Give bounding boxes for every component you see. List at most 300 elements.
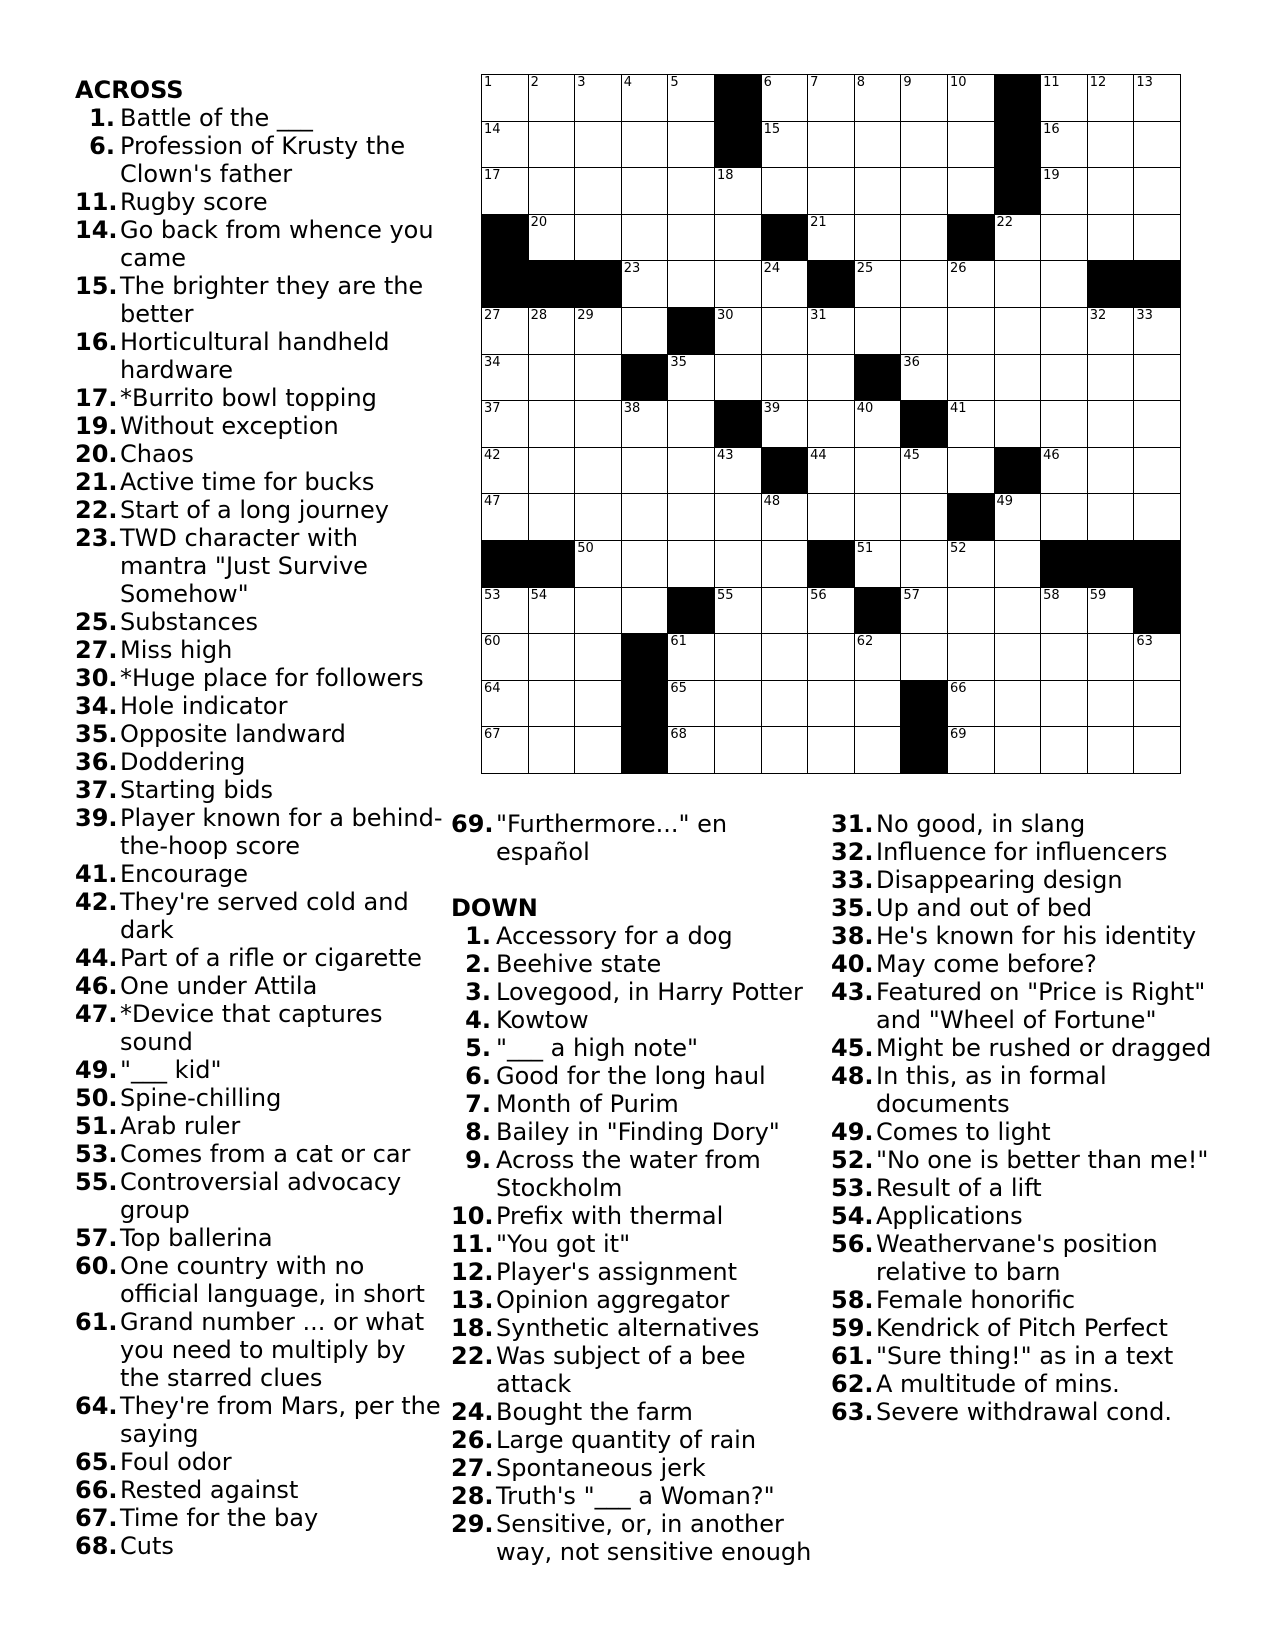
clue-number: 47. xyxy=(75,1000,118,1028)
grid-cell[interactable] xyxy=(1087,307,1134,354)
grid-cell[interactable] xyxy=(761,354,808,401)
clue-item xyxy=(75,608,447,636)
grid-cell[interactable] xyxy=(854,634,901,681)
cell-number: 59 xyxy=(1089,587,1107,603)
grid-cell[interactable] xyxy=(528,587,575,634)
clue-number: 65. xyxy=(75,1448,118,1476)
grid-cell[interactable] xyxy=(575,727,622,774)
grid-black-square xyxy=(714,401,761,448)
grid-cell[interactable] xyxy=(808,727,855,774)
clue-item xyxy=(831,950,1231,978)
grid-cell[interactable] xyxy=(528,680,575,727)
grid-cell[interactable] xyxy=(1087,121,1134,168)
grid-cell[interactable] xyxy=(482,680,529,727)
grid-black-square xyxy=(575,261,622,308)
grid-cell[interactable] xyxy=(482,634,529,681)
clue-item xyxy=(831,1146,1231,1174)
grid-cell[interactable] xyxy=(575,214,622,261)
grid-cell[interactable] xyxy=(482,401,529,448)
clue-number: 64. xyxy=(75,1392,118,1420)
grid-cell[interactable] xyxy=(528,307,575,354)
grid-cell[interactable] xyxy=(1041,727,1088,774)
grid-cell[interactable] xyxy=(1087,401,1134,448)
grid-cell[interactable] xyxy=(808,168,855,215)
grid-cell[interactable] xyxy=(575,75,622,122)
clue-text: Miss high xyxy=(120,636,233,664)
clue-text: Top ballerina xyxy=(120,1224,273,1252)
grid-cell[interactable] xyxy=(1134,447,1181,494)
grid-cell[interactable] xyxy=(1041,354,1088,401)
grid-cell[interactable] xyxy=(575,121,622,168)
grid-cell[interactable] xyxy=(1134,75,1181,122)
grid-cell[interactable] xyxy=(714,540,761,587)
grid-cell[interactable] xyxy=(482,587,529,634)
cell-number: 65 xyxy=(670,680,687,696)
clue-text: Horticultural handheld hardware xyxy=(120,328,390,384)
clue-item xyxy=(451,1006,821,1034)
grid-cell[interactable] xyxy=(994,727,1041,774)
grid-cell[interactable] xyxy=(482,75,529,122)
grid-cell[interactable] xyxy=(575,680,622,727)
grid-cell[interactable] xyxy=(994,540,1041,587)
grid-cell[interactable] xyxy=(901,121,948,168)
clue-text: Applications xyxy=(876,1202,1023,1230)
clue-item xyxy=(831,1286,1231,1314)
cell-number: 30 xyxy=(716,307,734,323)
clue-item xyxy=(831,1230,1231,1286)
grid-cell[interactable] xyxy=(947,634,994,681)
grid-cell[interactable] xyxy=(714,494,761,541)
grid-cell[interactable] xyxy=(621,307,668,354)
grid-cell[interactable] xyxy=(1134,494,1181,541)
grid-cell[interactable] xyxy=(1087,214,1134,261)
grid-black-square xyxy=(621,634,668,681)
grid-row xyxy=(482,447,1181,494)
grid-cell[interactable] xyxy=(994,587,1041,634)
grid-cell[interactable] xyxy=(854,307,901,354)
grid-cell[interactable] xyxy=(761,587,808,634)
clue-number: 66. xyxy=(75,1476,118,1504)
grid-cell[interactable] xyxy=(994,354,1041,401)
grid-cell[interactable] xyxy=(714,727,761,774)
grid-cell[interactable] xyxy=(621,401,668,448)
clue-item xyxy=(451,1258,821,1286)
grid-cell[interactable] xyxy=(761,634,808,681)
clue-text: Time for the bay xyxy=(120,1504,319,1532)
grid-cell[interactable] xyxy=(668,447,715,494)
grid-cell[interactable] xyxy=(947,168,994,215)
clue-text: In this, as in formal documents xyxy=(876,1062,1107,1118)
grid-cell[interactable] xyxy=(714,354,761,401)
grid-cell[interactable] xyxy=(1041,494,1088,541)
grid-cell[interactable] xyxy=(947,680,994,727)
grid-black-square xyxy=(947,494,994,541)
grid-cell[interactable] xyxy=(901,214,948,261)
grid-cell[interactable] xyxy=(808,307,855,354)
grid-cell[interactable] xyxy=(668,121,715,168)
grid-cell[interactable] xyxy=(668,680,715,727)
clue-text: Spontaneous jerk xyxy=(496,1454,706,1482)
grid-cell[interactable] xyxy=(1134,168,1181,215)
grid-cell[interactable] xyxy=(668,261,715,308)
grid-cell[interactable] xyxy=(854,540,901,587)
cell-number: 16 xyxy=(1043,121,1060,137)
clue-number: 53. xyxy=(831,1174,874,1202)
grid-cell[interactable] xyxy=(668,727,715,774)
clue-item xyxy=(75,272,447,328)
grid-cell[interactable] xyxy=(761,168,808,215)
grid-cell[interactable] xyxy=(854,121,901,168)
grid-cell[interactable] xyxy=(528,727,575,774)
grid-cell[interactable] xyxy=(668,494,715,541)
grid-cell[interactable] xyxy=(575,634,622,681)
cell-number: 68 xyxy=(670,727,687,743)
clue-text: Was subject of a bee attack xyxy=(496,1342,746,1398)
clue-item xyxy=(75,1392,447,1448)
grid-cell[interactable] xyxy=(621,168,668,215)
clue-text: Across the water from Stockholm xyxy=(496,1146,761,1202)
grid-cell[interactable] xyxy=(1087,447,1134,494)
grid-cell[interactable] xyxy=(901,354,948,401)
cell-number: 52 xyxy=(949,540,967,556)
clue-item xyxy=(451,978,821,1006)
grid-cell[interactable] xyxy=(714,214,761,261)
grid-cell[interactable] xyxy=(482,168,529,215)
grid-cell[interactable] xyxy=(808,634,855,681)
clue-number: 33. xyxy=(831,866,874,894)
cell-number: 40 xyxy=(856,401,874,417)
clue-item xyxy=(451,1090,821,1118)
grid-cell[interactable] xyxy=(528,354,575,401)
clue-number: 12. xyxy=(451,1258,494,1286)
grid-cell[interactable] xyxy=(1134,307,1181,354)
clue-text: Rested against xyxy=(120,1476,299,1504)
grid-cell[interactable] xyxy=(947,354,994,401)
clue-item xyxy=(831,1314,1231,1342)
grid-cell[interactable] xyxy=(1134,727,1181,774)
grid-cell[interactable] xyxy=(482,447,529,494)
grid-cell[interactable] xyxy=(1087,75,1134,122)
grid-cell[interactable] xyxy=(994,680,1041,727)
grid-row xyxy=(482,680,1181,727)
grid-cell[interactable] xyxy=(901,307,948,354)
clue-text: Month of Purim xyxy=(496,1090,679,1118)
clue-text: Severe withdrawal cond. xyxy=(876,1398,1173,1426)
grid-cell[interactable] xyxy=(808,680,855,727)
grid-cell[interactable] xyxy=(808,401,855,448)
grid-cell[interactable] xyxy=(482,727,529,774)
clue-number: 68. xyxy=(75,1532,118,1560)
cell-number: 26 xyxy=(949,261,967,277)
clue-text: One under Attila xyxy=(120,972,318,1000)
grid-cell[interactable] xyxy=(901,447,948,494)
grid-cell[interactable] xyxy=(621,121,668,168)
clue-item xyxy=(451,1118,821,1146)
grid-black-square xyxy=(1087,540,1134,587)
grid-cell[interactable] xyxy=(621,261,668,308)
clue-number: 1. xyxy=(89,104,115,132)
grid-cell[interactable] xyxy=(1087,727,1134,774)
grid-cell[interactable] xyxy=(528,121,575,168)
grid-cell[interactable] xyxy=(528,214,575,261)
grid-cell[interactable] xyxy=(761,121,808,168)
grid-cell[interactable] xyxy=(575,401,622,448)
cell-number: 18 xyxy=(716,168,734,184)
cell-number: 58 xyxy=(1043,587,1060,603)
grid-cell[interactable] xyxy=(1041,75,1088,122)
grid-black-square xyxy=(761,214,808,261)
clue-number: 18. xyxy=(451,1314,494,1342)
grid-cell[interactable] xyxy=(1041,634,1088,681)
clue-number: 45. xyxy=(831,1034,874,1062)
grid-cell[interactable] xyxy=(714,680,761,727)
grid-cell[interactable] xyxy=(482,494,529,541)
grid-cell[interactable] xyxy=(528,494,575,541)
grid-cell[interactable] xyxy=(668,168,715,215)
clue-text: Player's assignment xyxy=(496,1258,738,1286)
clue-text: Grand number ... or what you need to multiply by the starred clues xyxy=(120,1308,425,1392)
grid-cell[interactable] xyxy=(761,307,808,354)
grid-cell[interactable] xyxy=(854,401,901,448)
across-heading: ACROSS xyxy=(75,76,184,104)
grid-cell[interactable] xyxy=(621,587,668,634)
grid-black-square xyxy=(528,540,575,587)
grid-cell[interactable] xyxy=(808,447,855,494)
grid-cell[interactable] xyxy=(901,540,948,587)
grid-cell[interactable] xyxy=(714,447,761,494)
grid-cell[interactable] xyxy=(808,214,855,261)
clue-number: 7. xyxy=(465,1090,491,1118)
grid-cell[interactable] xyxy=(714,587,761,634)
grid-black-square xyxy=(808,540,855,587)
grid-cell[interactable] xyxy=(668,401,715,448)
cell-number: 43 xyxy=(716,447,734,463)
clue-text: "Furthermore..." en español xyxy=(496,810,728,866)
clue-text: "No one is better than me!" xyxy=(876,1146,1209,1174)
grid-cell[interactable] xyxy=(947,261,994,308)
grid-cell[interactable] xyxy=(668,634,715,681)
grid-cell[interactable] xyxy=(621,447,668,494)
clue-item xyxy=(75,972,447,1000)
grid-cell[interactable] xyxy=(1134,214,1181,261)
grid-black-square xyxy=(901,401,948,448)
clue-item xyxy=(75,384,447,412)
grid-cell[interactable] xyxy=(901,634,948,681)
clue-number: 16. xyxy=(75,328,118,356)
grid-cell[interactable] xyxy=(575,168,622,215)
grid-cell[interactable] xyxy=(528,401,575,448)
clue-item xyxy=(831,1034,1231,1062)
grid-cell[interactable] xyxy=(482,354,529,401)
grid-cell[interactable] xyxy=(621,214,668,261)
grid-cell[interactable] xyxy=(854,494,901,541)
grid-cell[interactable] xyxy=(1087,680,1134,727)
clue-item xyxy=(451,1230,821,1258)
clue-text: Disappearing design xyxy=(876,866,1123,894)
clue-text: Doddering xyxy=(120,748,246,776)
grid-cell[interactable] xyxy=(621,540,668,587)
cell-number: 69 xyxy=(949,727,967,743)
clue-text: Bailey in "Finding Dory" xyxy=(496,1118,780,1146)
grid-cell[interactable] xyxy=(1041,307,1088,354)
grid-cell[interactable] xyxy=(854,261,901,308)
grid-cell[interactable] xyxy=(901,75,948,122)
clue-text: Profession of Krusty the Clown's father xyxy=(120,132,406,188)
clue-item xyxy=(831,810,1231,838)
grid-cell[interactable] xyxy=(714,634,761,681)
clue-number: 11. xyxy=(451,1230,494,1258)
grid-cell[interactable] xyxy=(575,587,622,634)
grid-cell[interactable] xyxy=(668,354,715,401)
grid-cell[interactable] xyxy=(714,261,761,308)
grid-cell[interactable] xyxy=(761,494,808,541)
grid-cell[interactable] xyxy=(1134,680,1181,727)
grid-cell[interactable] xyxy=(901,261,948,308)
clue-number: 34. xyxy=(75,692,118,720)
grid-cell[interactable] xyxy=(947,540,994,587)
grid-cell[interactable] xyxy=(1087,494,1134,541)
cell-number: 8 xyxy=(856,75,866,90)
grid-black-square xyxy=(994,168,1041,215)
grid-cell[interactable] xyxy=(1134,121,1181,168)
grid-cell[interactable] xyxy=(528,75,575,122)
grid-cell[interactable] xyxy=(761,261,808,308)
grid-cell[interactable] xyxy=(994,261,1041,308)
cell-number: 14 xyxy=(484,121,501,137)
grid-cell[interactable] xyxy=(1041,168,1088,215)
grid-cell[interactable] xyxy=(808,75,855,122)
clue-number: 53. xyxy=(75,1140,118,1168)
grid-cell[interactable] xyxy=(901,168,948,215)
clue-text: A multitude of mins. xyxy=(876,1370,1120,1398)
grid-cell[interactable] xyxy=(994,634,1041,681)
grid-cell[interactable] xyxy=(854,168,901,215)
clue-number: 52. xyxy=(831,1146,874,1174)
clue-number: 49. xyxy=(831,1118,874,1146)
clue-item xyxy=(75,776,447,804)
grid-cell[interactable] xyxy=(1041,261,1088,308)
grid-cell[interactable] xyxy=(528,634,575,681)
grid-cell[interactable] xyxy=(1041,447,1088,494)
clue-item xyxy=(75,1308,447,1392)
clue-text: "___ kid" xyxy=(120,1056,222,1084)
grid-cell[interactable] xyxy=(901,494,948,541)
grid-cell[interactable] xyxy=(947,727,994,774)
clue-number: 2. xyxy=(465,950,491,978)
clue-number: 46. xyxy=(75,972,118,1000)
grid-cell[interactable] xyxy=(575,307,622,354)
clue-item xyxy=(75,328,447,384)
clue-number: 41. xyxy=(75,860,118,888)
clue-text: Might be rushed or dragged xyxy=(876,1034,1212,1062)
grid-cell[interactable] xyxy=(1087,587,1134,634)
grid-cell[interactable] xyxy=(808,494,855,541)
grid-cell[interactable] xyxy=(947,307,994,354)
cell-number: 5 xyxy=(670,75,679,90)
cell-number: 7 xyxy=(810,75,819,90)
grid-cell[interactable] xyxy=(761,401,808,448)
cell-number: 24 xyxy=(763,261,781,277)
cell-number: 28 xyxy=(530,307,548,323)
grid-cell[interactable] xyxy=(947,401,994,448)
clue-number: 8. xyxy=(465,1118,491,1146)
grid-cell[interactable] xyxy=(854,214,901,261)
grid-cell[interactable] xyxy=(714,307,761,354)
grid-cell[interactable] xyxy=(761,680,808,727)
clue-text: Truth's "___ a Woman?" xyxy=(496,1482,775,1510)
cell-number: 51 xyxy=(856,540,874,556)
grid-cell[interactable] xyxy=(808,354,855,401)
grid-cell[interactable] xyxy=(1041,401,1088,448)
grid-cell[interactable] xyxy=(947,587,994,634)
grid-cell[interactable] xyxy=(668,540,715,587)
grid-cell[interactable] xyxy=(714,168,761,215)
grid-cell[interactable] xyxy=(947,121,994,168)
grid-cell[interactable] xyxy=(1134,401,1181,448)
grid-cell[interactable] xyxy=(901,587,948,634)
cell-number: 62 xyxy=(856,634,874,650)
clue-number: 4. xyxy=(465,1006,491,1034)
grid-cell[interactable] xyxy=(1134,354,1181,401)
grid-cell[interactable] xyxy=(1041,587,1088,634)
grid-cell[interactable] xyxy=(621,75,668,122)
grid-cell[interactable] xyxy=(994,401,1041,448)
grid-cell[interactable] xyxy=(854,680,901,727)
grid-cell[interactable] xyxy=(1087,354,1134,401)
clue-item xyxy=(831,838,1231,866)
grid-cell[interactable] xyxy=(668,75,715,122)
grid-cell[interactable] xyxy=(761,75,808,122)
grid-cell[interactable] xyxy=(808,587,855,634)
clue-item xyxy=(75,1000,447,1056)
grid-cell[interactable] xyxy=(808,121,855,168)
clue-text: Lovegood, in Harry Potter xyxy=(496,978,803,1006)
grid-cell[interactable] xyxy=(575,447,622,494)
clue-number: 35. xyxy=(831,894,874,922)
grid-cell[interactable] xyxy=(854,727,901,774)
clue-number: 48. xyxy=(831,1062,874,1090)
grid-cell[interactable] xyxy=(854,447,901,494)
grid-cell[interactable] xyxy=(528,447,575,494)
grid-cell[interactable] xyxy=(1041,214,1088,261)
grid-cell[interactable] xyxy=(1087,634,1134,681)
grid-cell[interactable] xyxy=(994,214,1041,261)
grid-cell[interactable] xyxy=(482,121,529,168)
grid-cell[interactable] xyxy=(575,540,622,587)
grid-cell[interactable] xyxy=(1041,121,1088,168)
grid-cell[interactable] xyxy=(947,447,994,494)
grid-cell[interactable] xyxy=(854,75,901,122)
grid-cell[interactable] xyxy=(947,75,994,122)
grid-cell[interactable] xyxy=(575,354,622,401)
clue-item xyxy=(451,1482,821,1510)
grid-cell[interactable] xyxy=(761,727,808,774)
grid-cell[interactable] xyxy=(761,540,808,587)
grid-cell[interactable] xyxy=(1087,168,1134,215)
grid-cell[interactable] xyxy=(575,494,622,541)
clue-text: The brighter they are the better xyxy=(120,272,424,328)
grid-black-square xyxy=(482,214,529,261)
grid-cell[interactable] xyxy=(1134,634,1181,681)
grid-cell[interactable] xyxy=(528,168,575,215)
grid-cell[interactable] xyxy=(482,307,529,354)
grid-cell[interactable] xyxy=(994,494,1041,541)
clue-item xyxy=(75,1140,447,1168)
grid-cell[interactable] xyxy=(1041,680,1088,727)
grid-cell[interactable] xyxy=(621,494,668,541)
grid-cell[interactable] xyxy=(668,214,715,261)
grid-cell[interactable] xyxy=(994,307,1041,354)
